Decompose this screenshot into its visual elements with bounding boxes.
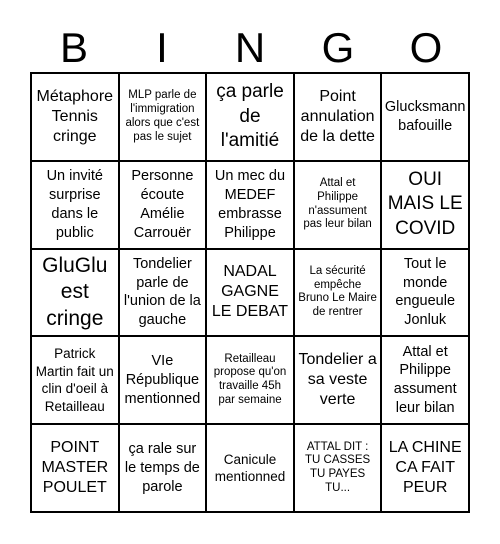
- cell-text: GluGlu est cringe: [42, 254, 108, 330]
- cell-text: Tondelier parle de l'union de la gauche: [123, 255, 201, 329]
- bingo-cell[interactable]: [381, 73, 469, 161]
- cell-text: Point annulation de la dette: [300, 87, 375, 145]
- cell-text: Attal et Philippe n'assument pas leur bilan: [303, 177, 372, 231]
- bingo-header: [30, 20, 470, 76]
- bingo-cell[interactable]: [206, 249, 294, 337]
- cell-text: Un invité surprise dans le public: [46, 168, 103, 241]
- cell-text: VIe République mentionned: [124, 353, 201, 407]
- cell-text: Tout le monde engueule Jonluk: [395, 255, 456, 329]
- bingo-cell[interactable]: [31, 73, 119, 161]
- cell-text: Attal et Philippe assument leur bilan: [393, 343, 457, 417]
- cell-text: Patrick Martin fait un clin d'oeil à Retailleau: [35, 346, 114, 414]
- cell-text: Personne écoute Amélie Carrouër: [131, 168, 194, 241]
- header-letter-o: O: [409, 24, 443, 71]
- bingo-cell[interactable]: [119, 161, 207, 249]
- bingo-cell[interactable]: [381, 161, 469, 249]
- bingo-cell[interactable]: [381, 336, 469, 424]
- cell-text: Glucksmann bafouille: [384, 99, 466, 134]
- bingo-cell[interactable]: [294, 336, 382, 424]
- bingo-cell[interactable]: [206, 424, 294, 512]
- bingo-cell[interactable]: [119, 424, 207, 512]
- bingo-cell[interactable]: [294, 73, 382, 161]
- bingo-cell[interactable]: [31, 424, 119, 512]
- bingo-cell[interactable]: [294, 424, 382, 512]
- bingo-cell[interactable]: [31, 249, 119, 337]
- cell-text: OUI MAIS LE COVID: [387, 168, 463, 240]
- bingo-cell[interactable]: [119, 336, 207, 424]
- bingo-card-grid: [30, 72, 470, 513]
- bingo-cell[interactable]: [294, 161, 382, 249]
- bingo-cell[interactable]: [206, 161, 294, 249]
- cell-text: Un mec du MEDEF embrasse Philippe: [214, 168, 286, 241]
- bingo-cell[interactable]: [31, 161, 119, 249]
- bingo-cell[interactable]: [294, 249, 382, 337]
- cell-text: La sécurité empêche Bruno Le Maire de rentrer: [298, 264, 377, 319]
- cell-text: LA CHINE CA FAIT PEUR: [388, 439, 462, 497]
- cell-text: MLP parle de l'immigration alors que c'est pas le sujet: [125, 89, 200, 143]
- header-letter-g: G: [321, 24, 355, 71]
- cell-text: ça rale sur le temps de parole: [124, 440, 200, 495]
- bingo-cell[interactable]: [119, 73, 207, 161]
- bingo-cell[interactable]: [206, 73, 294, 161]
- header-letter-b: B: [59, 24, 88, 71]
- bingo-cell[interactable]: [381, 249, 469, 337]
- cell-text: NADAL GAGNE LE DEBAT: [211, 263, 289, 321]
- bingo-cell[interactable]: [31, 336, 119, 424]
- cell-text: Métaphore Tennis cringe: [36, 87, 114, 145]
- bingo-cell[interactable]: [119, 249, 207, 337]
- cell-text: ça parle de l'amitié: [216, 80, 284, 152]
- bingo-cell[interactable]: [206, 336, 294, 424]
- header-letter-i: I: [156, 24, 168, 71]
- cell-text: Tondelier a sa veste verte: [298, 351, 377, 409]
- cell-text: Retailleau propose qu'on travaille 45h par semaine: [213, 352, 287, 407]
- cell-text: ATTAL DIT : TU CASSES TU PAYES TU...: [305, 440, 371, 494]
- bingo-cell[interactable]: [381, 424, 469, 512]
- header-letter-n: N: [234, 24, 266, 71]
- cell-text: POINT MASTER POULET: [41, 439, 109, 497]
- cell-text: Canicule mentionned: [214, 451, 286, 485]
